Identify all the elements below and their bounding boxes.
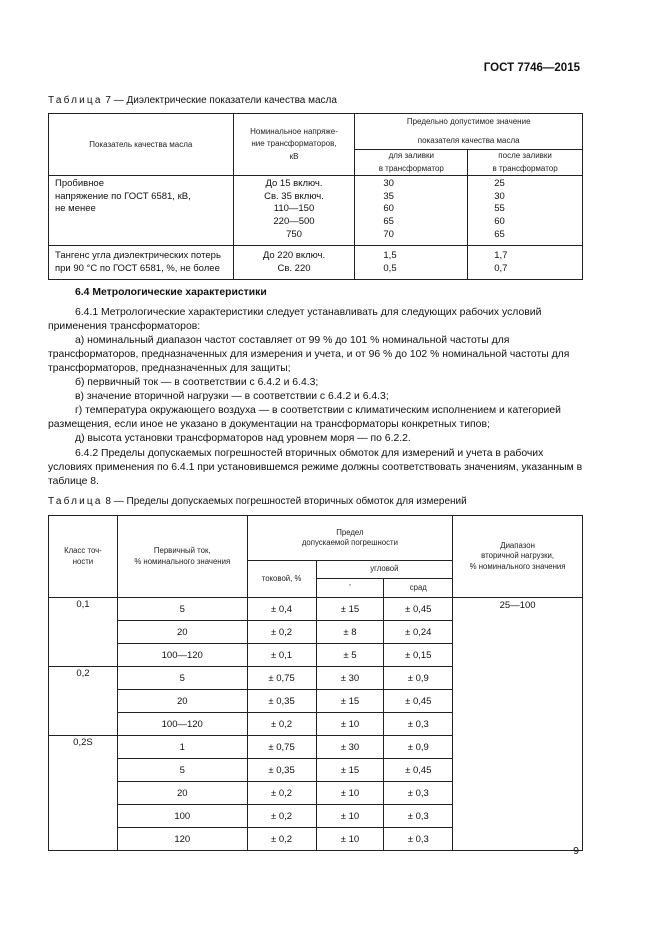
t8-class-cell: 0,1 bbox=[49, 598, 118, 667]
t8-col-primary: Первичный ток, % номинального значения bbox=[117, 516, 247, 598]
t8-cell: ± 0,9 bbox=[384, 736, 453, 759]
t8-cell: 5 bbox=[117, 598, 247, 621]
t8-cell: ± 0,2 bbox=[247, 713, 316, 736]
t8-cell: ± 0,2 bbox=[247, 782, 316, 805]
t8-cell: ± 0,75 bbox=[247, 667, 316, 690]
standard-number: ГОСТ 7746—2015 bbox=[483, 62, 580, 74]
t8-col-current: токовой, % bbox=[247, 561, 316, 598]
t8-cell: ± 15 bbox=[316, 759, 384, 782]
page-number: 9 bbox=[573, 845, 579, 857]
t8-cell: 20 bbox=[117, 690, 247, 713]
t7-col-indicator: Показатель качества масла bbox=[49, 114, 234, 176]
t8-cell: ± 0,2 bbox=[247, 621, 316, 644]
t8-cell: ± 0,35 bbox=[247, 759, 316, 782]
t7-row2-fill: 1,5 0,5 bbox=[355, 246, 468, 280]
t8-col-crad: срад bbox=[384, 579, 453, 598]
t7-row2-voltages: До 220 включ. Св. 220 bbox=[233, 246, 355, 280]
t7-row1-indicator: Пробивное напряжение по ГОСТ 6581, кВ, не менее bbox=[49, 176, 234, 246]
t7-row1-after: 25 30 55 60 65 bbox=[468, 176, 583, 246]
t8-cell: ± 15 bbox=[316, 690, 384, 713]
paragraph-a: а) номинальный диапазон частот составляет от 99 % до 101 % номинальной частоты для трансформаторов, предназначенных для измерения и учета, и от 96 % до 102 % номинальной частоты для трансформаторов, предназначенных для защиты; bbox=[48, 335, 570, 375]
paragraph-d: г) температура окружающего воздуха — в соответствии с климатическим исполнением и категорией размещения, если иное не указано в документации на трансформаторы конкретных типов; bbox=[48, 405, 561, 431]
paragraph-e: д) высота установки трансформаторов над уровнем моря — по 6.2.2. bbox=[75, 433, 411, 444]
t8-cell: ± 0,15 bbox=[384, 644, 453, 667]
t8-cell: ± 0,1 bbox=[247, 644, 316, 667]
t8-cell: ± 0,3 bbox=[384, 782, 453, 805]
paragraph-c: в) значение вторичной нагрузки — в соответствии с 6.4.2 и 6.4.3; bbox=[75, 391, 389, 402]
t8-cell: ± 0,9 bbox=[384, 667, 453, 690]
t8-col-limits: Предел допускаемой погрешности bbox=[247, 516, 453, 561]
t7-col-voltage: Номинальное напряже- ние трансформаторов, кВ bbox=[233, 114, 355, 176]
t8-cell: ± 10 bbox=[316, 805, 384, 828]
t8-cell: ± 0,45 bbox=[384, 598, 453, 621]
t8-col-range: Диапазон вторичной нагрузки, % номинального значения bbox=[453, 516, 583, 598]
t8-cell: ± 0,2 bbox=[247, 805, 316, 828]
paragraph-6-4-2: 6.4.2 Пределы допускаемых погрешностей вторичных обмоток для измерений и учета в рабочих условиях применения по 6.4.1 при установившемся режиме должны соответствовать значениям, указанным в таблице 8. bbox=[48, 448, 583, 488]
t8-cell: 5 bbox=[117, 667, 247, 690]
t8-cell: ± 5 bbox=[316, 644, 384, 667]
t7-row1-voltages: До 15 включ. Св. 35 включ. 110—150 220—500 750 bbox=[233, 176, 355, 246]
t8-range-cell: 25—100 bbox=[453, 598, 583, 851]
t7-col-fill: для заливки в трансформатор bbox=[355, 150, 468, 176]
paragraph-b: б) первичный ток — в соответствии с 6.4.2 и 6.4.3; bbox=[75, 377, 319, 388]
t8-col-minutes: ′ bbox=[316, 579, 384, 598]
t8-cell: ± 0,35 bbox=[247, 690, 316, 713]
table7 bbox=[48, 113, 583, 280]
t8-class-cell: 0,2S bbox=[49, 736, 118, 851]
t7-row2-after: 1,7 0,7 bbox=[468, 246, 583, 280]
t8-cell: ± 8 bbox=[316, 621, 384, 644]
t8-cell: ± 10 bbox=[316, 828, 384, 851]
t8-cell: 100 bbox=[117, 805, 247, 828]
t8-cell: 20 bbox=[117, 621, 247, 644]
t8-cell: 100—120 bbox=[117, 713, 247, 736]
t7-col-limit: Предельно допустимое значение показателя качества масла bbox=[355, 114, 583, 150]
t8-cell: 5 bbox=[117, 759, 247, 782]
t8-col-class: Класс точ- ности bbox=[49, 516, 118, 598]
t8-cell: ± 30 bbox=[316, 667, 384, 690]
table-row bbox=[49, 598, 583, 621]
t8-cell: ± 10 bbox=[316, 782, 384, 805]
t8-cell: ± 0,45 bbox=[384, 690, 453, 713]
t7-row1-fill: 30 35 60 65 70 bbox=[355, 176, 468, 246]
table8-caption-text: 8 — Пределы допускаемых погрешностей вторичных обмоток для измерений bbox=[105, 496, 467, 507]
t8-cell: ± 30 bbox=[316, 736, 384, 759]
t8-cell: ± 0,24 bbox=[384, 621, 453, 644]
t8-cell: ± 0,75 bbox=[247, 736, 316, 759]
t8-cell: 1 bbox=[117, 736, 247, 759]
t8-cell: ± 0,4 bbox=[247, 598, 316, 621]
table8-caption-label: Таблица bbox=[48, 496, 103, 507]
t7-row2-indicator: Тангенс угла диэлектрических потерь при 90 °С по ГОСТ 6581, %, не более bbox=[49, 246, 234, 280]
t8-body bbox=[49, 598, 583, 851]
t8-cell: ± 10 bbox=[316, 713, 384, 736]
table8-caption bbox=[48, 496, 467, 507]
paragraph-6-4-1: 6.4.1 Метрологические характеристики следует устанавливать для следующих рабочих условий применения трансформаторов: bbox=[48, 307, 542, 333]
t8-cell: ± 0,3 bbox=[384, 713, 453, 736]
table7-caption-text: 7 — Диэлектрические показатели качества масла bbox=[105, 95, 337, 106]
t8-cell: 100—120 bbox=[117, 644, 247, 667]
t8-cell: ± 0,3 bbox=[384, 828, 453, 851]
t8-cell: 20 bbox=[117, 782, 247, 805]
t8-col-angular: угловой bbox=[316, 561, 453, 579]
t7-col-after: после заливки в трансформатор bbox=[468, 150, 583, 176]
t8-cell: ± 0,3 bbox=[384, 805, 453, 828]
section-heading: 6.4 Метрологические характеристики bbox=[75, 287, 267, 298]
t8-class-cell: 0,2 bbox=[49, 667, 118, 736]
t8-cell: 120 bbox=[117, 828, 247, 851]
table8 bbox=[48, 515, 583, 851]
t8-cell: ± 0,2 bbox=[247, 828, 316, 851]
table7-caption bbox=[48, 95, 337, 106]
table7-caption-label: Таблица bbox=[48, 95, 103, 106]
t8-cell: ± 15 bbox=[316, 598, 384, 621]
t8-cell: ± 0,45 bbox=[384, 759, 453, 782]
